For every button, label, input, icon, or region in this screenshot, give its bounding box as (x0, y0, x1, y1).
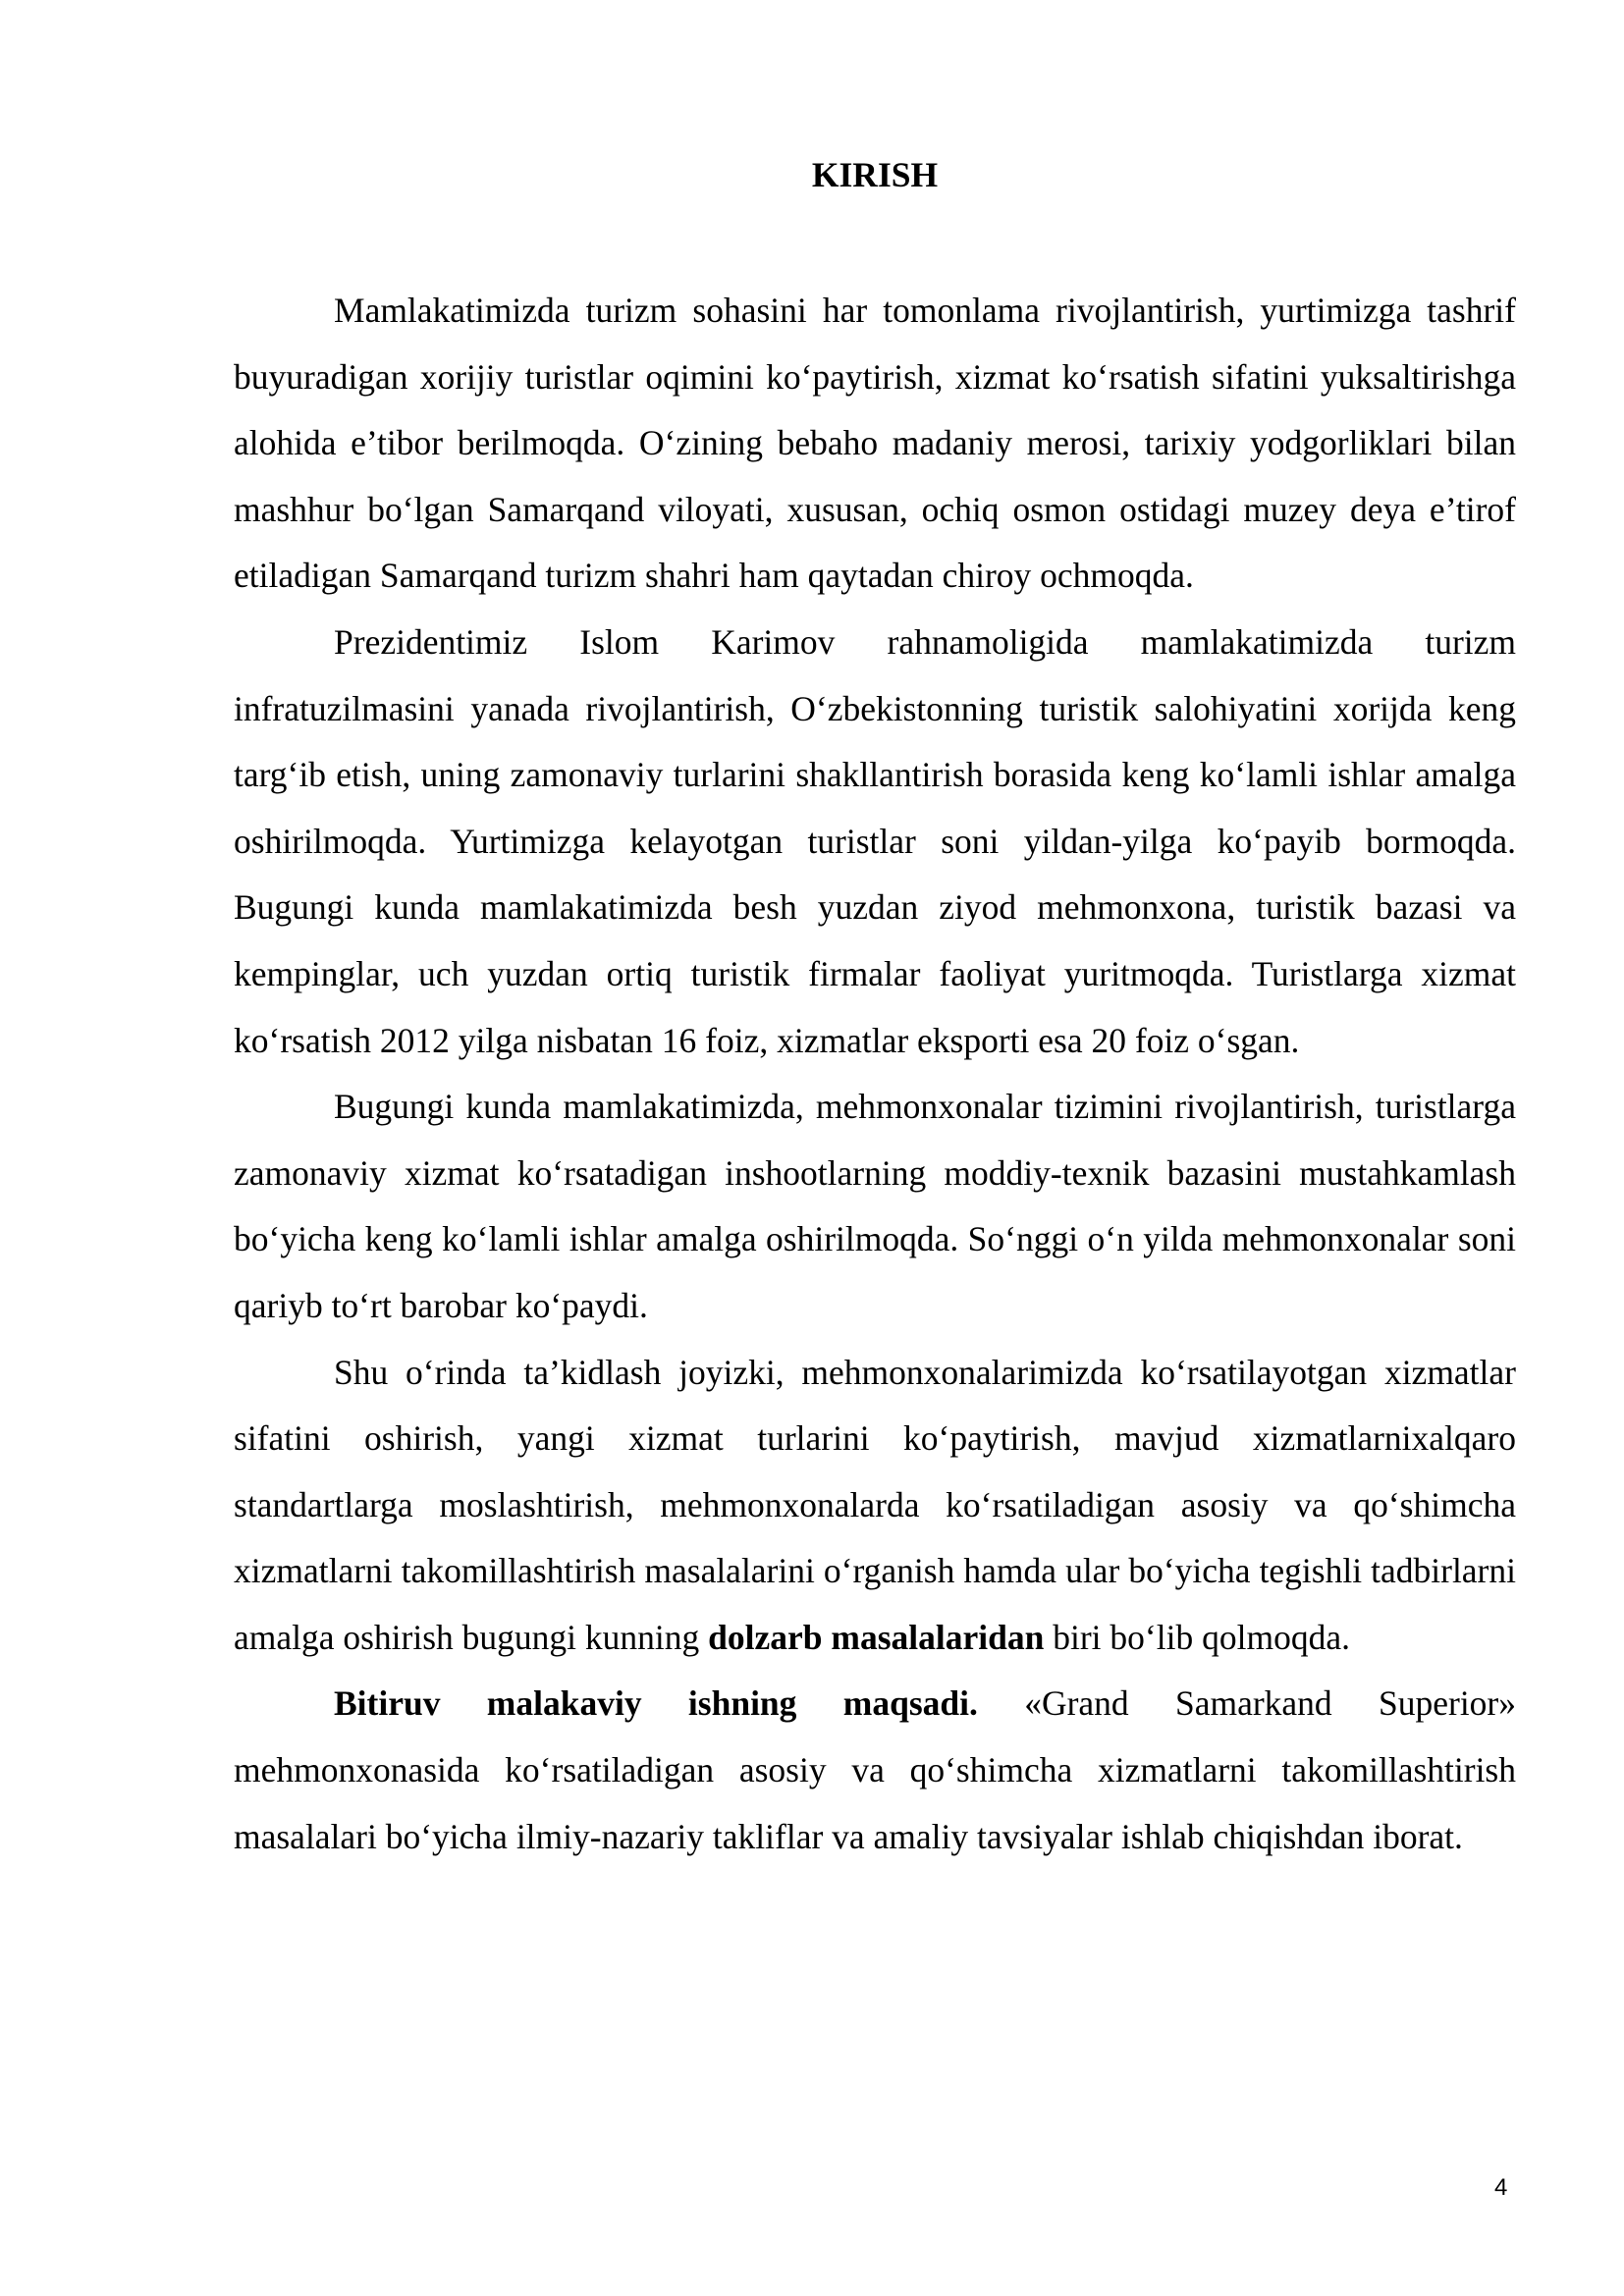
paragraph-5-lead: Bitiruv malakaviy ishning maqsadi. (334, 1683, 978, 1724)
paragraph-4-text: Shu o‘rinda ta’kidlash joyizki, mehmonxonalarimizda ko‘rsatilayotgan xizmatlar sifatini oshirish, yangi xizmat turlarini ko‘paytirish, mavjud xizmatlarnixalqaro standartlarga moslashtirish, mehmonxonalarda ko‘rsatiladigan asosiy va qo‘shimcha xizmatlarni takomillashtirish masalalarini o‘rganish hamda ular bo‘yicha tegishli tadbirlarni amalga oshirish bugungi kunning (234, 1352, 1516, 1657)
page-title: KIRISH (811, 155, 939, 194)
paragraph-4-tail: biri bo‘lib qolmoqda. (1044, 1617, 1350, 1657)
paragraph-4 (234, 1340, 1516, 1672)
paragraph-4-bold-phrase: dolzarb masalalaridan (708, 1617, 1045, 1657)
paragraph-3-text: Bugungi kunda mamlakatimizda, mehmonxonalar tizimini rivojlantirish, turistlarga zamonaviy xizmat ko‘rsatadigan inshootlarning moddiy-texnik bazasini mustahkamlash bo‘yicha keng ko‘lamli ishlar amalga oshirilmoqda. So‘nggi o‘n yilda mehmonxonalar soni qariyb to‘rt barobar ko‘paydi. (234, 1087, 1516, 1325)
paragraph-2 (234, 610, 1516, 1074)
paragraph-2-text: Prezidentimiz Islom Karimov rahnamoligida mamlakatimizda turizm infratuzilmasini yanada rivojlantirish, O‘zbekistonning turistik salohiyatini xorijda keng targ‘ib etish, uning zamonaviy turlarini shakllantirish borasida keng ko‘lamli ishlar amalga oshirilmoqda. Yurtimizga kelayotgan turistlar soni yildan-yilga ko‘payib bormoqda. Bugungi kunda mamlakatimizda besh yuzdan ziyod mehmonxona, turistik bazasi va kempinglar, uch yuzdan ortiq turistik firmalar faoliyat yuritmoqda. Turistlarga xizmat ko‘rsatish 2012 yilga nisbatan 16 foiz, xizmatlar eksporti esa 20 foiz o‘sgan. (234, 621, 1516, 1060)
page-number: 4 (1494, 2174, 1508, 2201)
paragraph-1-text: Mamlakatimizda turizm sohasini har tomonlama rivojlantirish, yurtimizga tashrif buyuradigan xorijiy turistlar oqimini ko‘paytirish, xizmat ko‘rsatish sifatini yuksaltirishga alohida e’tibor berilmoqda. O‘zining bebaho madaniy merosi, tarixiy yodgorliklari bilan mashhur bo‘lgan Samarqand viloyati, xususan, ochiq osmon ostidagi muzey deya e’tirof etiladigan Samarqand turizm shahri ham qaytadan chiroy ochmoqda. (234, 291, 1516, 596)
paragraph-5-text: «Grand Samarkand Superior» mehmonxonasida ko‘rsatiladigan asosiy va qo‘shimcha xizmatlarni takomillashtirish masalalari bo‘yicha ilmiy-nazariy takliflar va amaliy tavsiyalar ishlab chiqishdan iborat. (234, 1683, 1517, 1856)
paragraph-5 (234, 1671, 1516, 1870)
paragraph-1 (234, 278, 1516, 610)
paragraph-3 (234, 1074, 1516, 1339)
body-text (234, 278, 1516, 1870)
